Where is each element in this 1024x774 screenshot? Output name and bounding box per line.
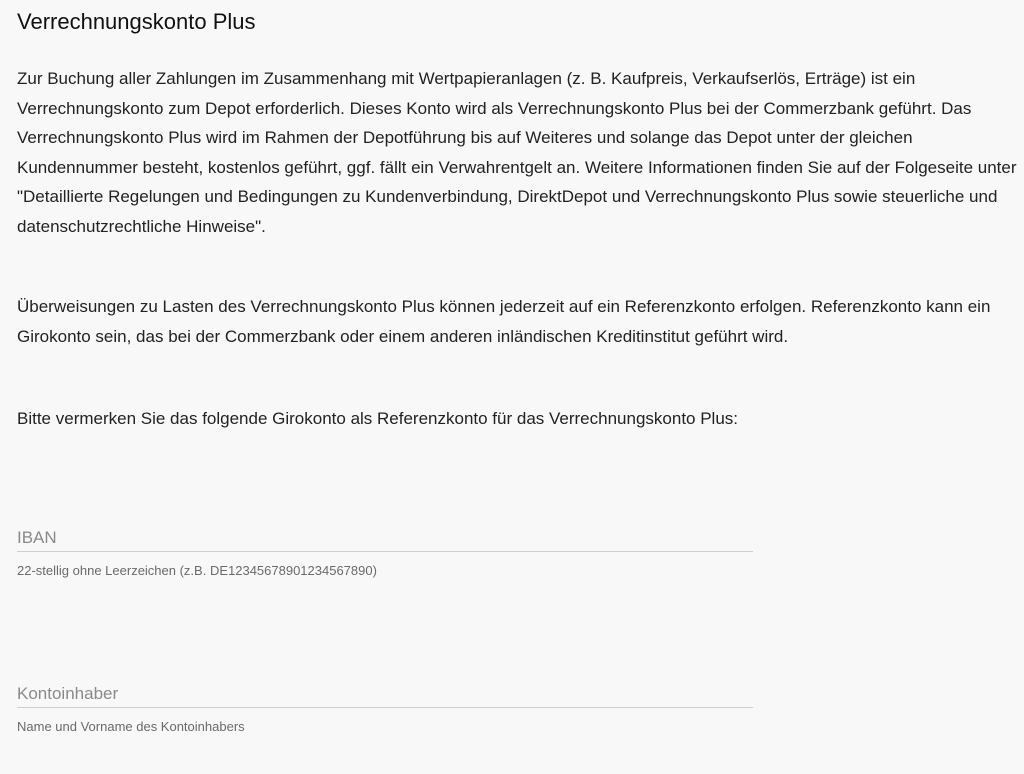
iban-input[interactable] [17,524,753,552]
account-holder-hint: Name und Vorname des Kontoinhabers [17,719,245,734]
transfer-info-paragraph: Überweisungen zu Lasten des Verrechnungskonto Plus können jederzeit auf ein Referenzkonto erfolgen. Referenzkonto kann ein Girokonto sein, das bei der Commerzbank oder einem anderen inländischen Kreditinstitut geführt wird. [17,297,991,346]
intro-paragraph: Zur Buchung aller Zahlungen im Zusammenhang mit Wertpapieranlagen (z. B. Kaufpreis, Verkaufserlös, Erträge) ist ein Verrechnungskonto zum Depot erforderlich. Dieses Konto wird als Verrechnungskonto Plus bei der Commerzbank geführt. Das Verrechnungskonto Plus wird im Rahmen der Depotführung bis auf Weiteres und solange das Depot unter der gleichen Kundennummer besteht, kostenlos geführt, ggf. fällt ein Verwahrentgelt an. Weitere Informationen finden Sie auf der Folgeseite unter "Detaillierte Regelungen und Bedingungen zu Kundenverbindung, DirektDepot und Verrechnungskonto Plus sowie steuerliche und datenschutzrechtliche Hinweise". [17,69,1017,236]
account-holder-field-group [17,680,753,735]
section-title: Verrechnungskonto Plus [17,9,256,34]
iban-field-group [17,524,753,579]
iban-hint: 22-stellig ohne Leerzeichen (z.B. DE12345678901234567890) [17,563,377,578]
account-holder-input[interactable] [17,680,753,708]
instruction-paragraph: Bitte vermerken Sie das folgende Girokonto als Referenzkonto für das Verrechnungskonto Plus: [17,409,739,428]
